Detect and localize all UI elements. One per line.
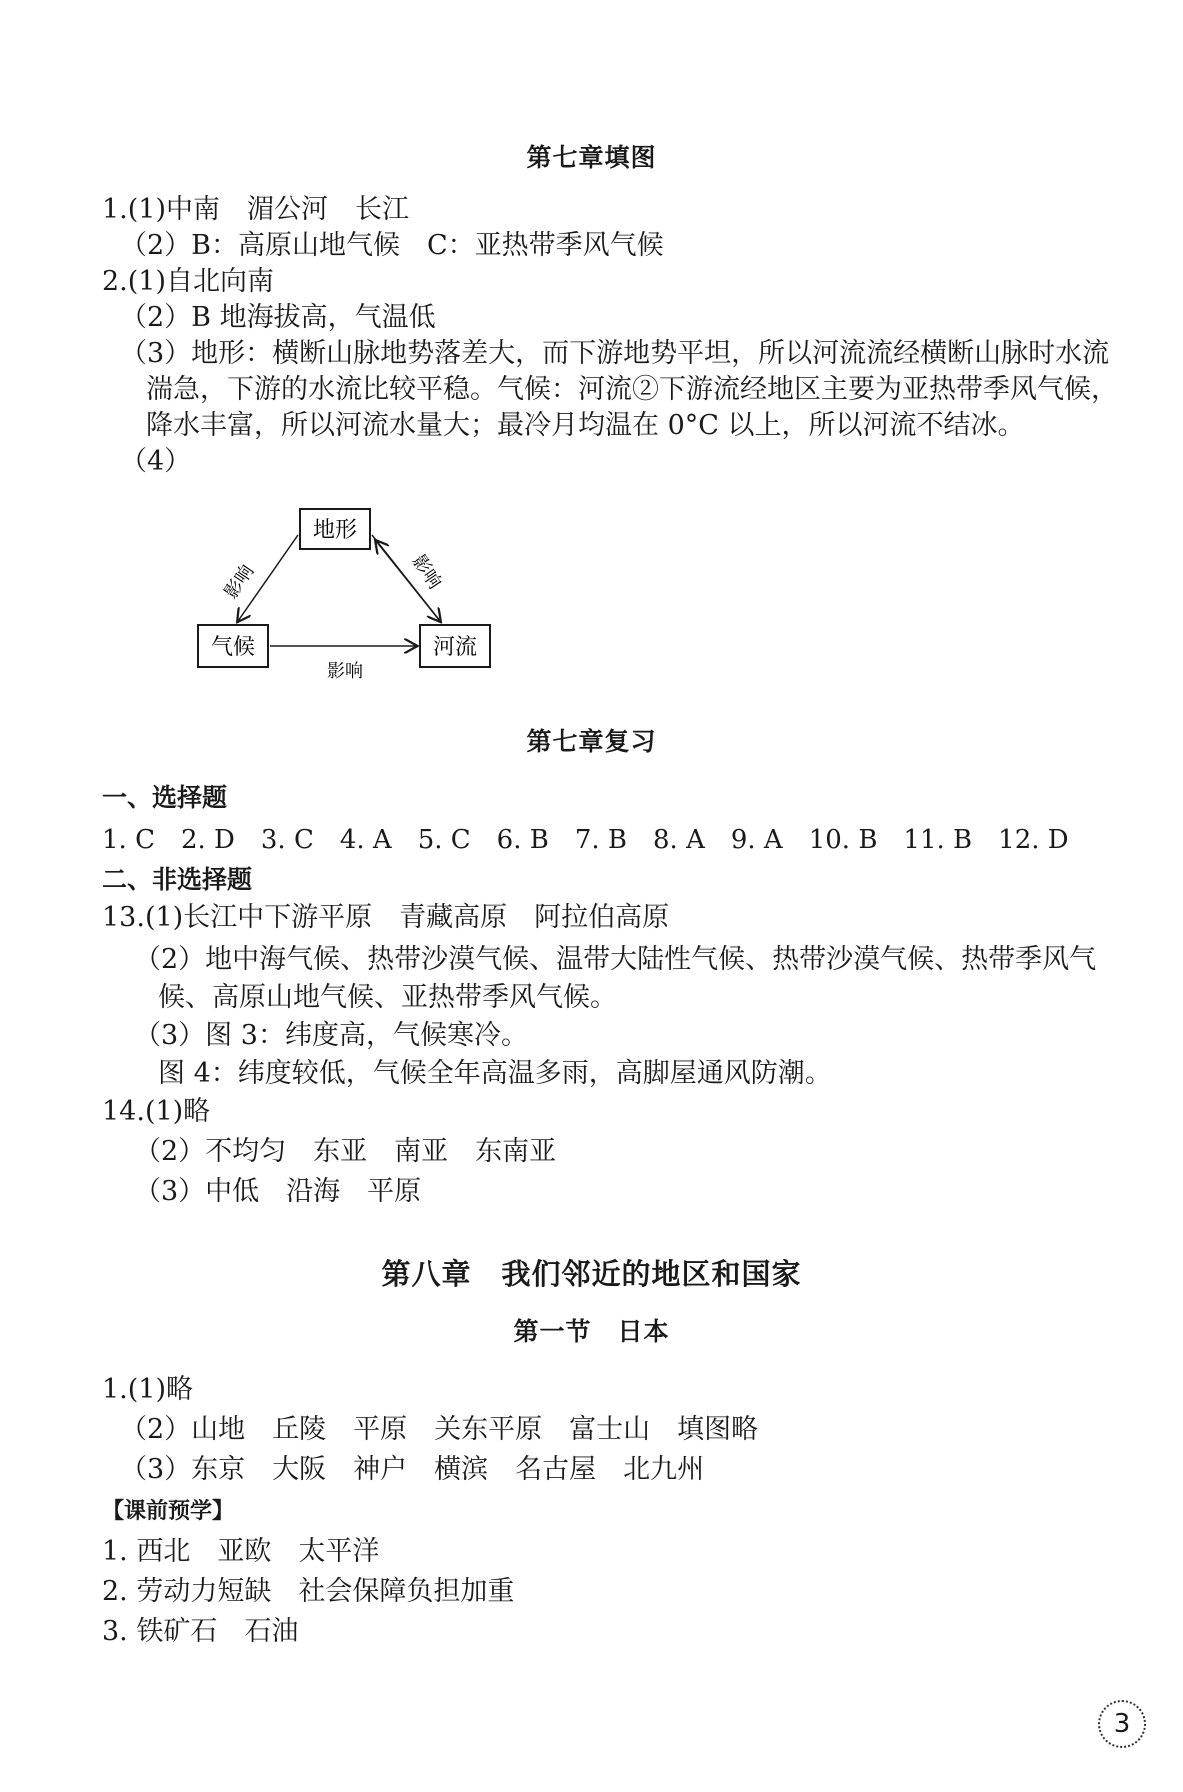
answer-line: （4） bbox=[120, 446, 192, 477]
part-heading-choice: 一、选择题 bbox=[102, 783, 228, 812]
answer-line: 图 4：纬度较低，气候全年高温多雨，高脚屋通风防潮。 bbox=[158, 1058, 832, 1089]
river-label: 河流 bbox=[432, 635, 478, 660]
choice-answers: 1. C 2. D 3. C 4. A 5. C 6. B 7. B 8. A 9. A 10. B 11. B 12. D bbox=[102, 825, 1069, 855]
terrain-label: 地形 bbox=[312, 518, 358, 543]
answer-line: 2. 劳动力短缺 社会保障负担加重 bbox=[102, 1576, 515, 1607]
answer-line: 湍急，下游的水流比较平稳。气候：河流②下游流经地区主要为亚热带季风气候， bbox=[146, 374, 1118, 405]
answer-line: （2）B：高原山地气候 C：亚热带季风气候 bbox=[120, 230, 664, 261]
page-number: 3 bbox=[1098, 1700, 1146, 1748]
answer-line: （3）图 3：纬度高，气候寒冷。 bbox=[134, 1020, 528, 1051]
answer-line: （3）东京 大阪 神户 横滨 名古屋 北九州 bbox=[120, 1454, 705, 1485]
answer-line: （2）地中海气候、热带沙漠气候、温带大陆性气候、热带沙漠气候、热带季风气 bbox=[134, 944, 1097, 975]
section-title-ch7-map: 第七章填图 bbox=[526, 143, 657, 172]
answer-line: （3）地形：横断山脉地势落差大，而下游地势平坦，所以河流流经横断山脉时水流 bbox=[120, 338, 1110, 369]
influence-label-bottom: 影响 bbox=[327, 661, 363, 682]
answer-line: （2）不均匀 东亚 南亚 东南亚 bbox=[134, 1136, 557, 1167]
answer-line: 降水丰富，所以河流水量大；最冷月均温在 0°C 以上，所以河流不结冰。 bbox=[146, 410, 1025, 441]
answer-line: 1.(1)中南 湄公河 长江 bbox=[102, 194, 410, 225]
answer-line: 1. 西北 亚欧 太平洋 bbox=[102, 1536, 380, 1567]
part-heading-nonchoice: 二、非选择题 bbox=[102, 865, 253, 894]
section-title-japan: 第一节 日本 bbox=[513, 1317, 670, 1346]
answer-line: 14.(1)略 bbox=[102, 1096, 211, 1127]
relationship-diagram bbox=[190, 505, 530, 685]
influence-label-left: 影响 bbox=[220, 561, 259, 603]
answer-line: （2）B 地海拔高，气温低 bbox=[120, 302, 436, 333]
pre-study-heading: 【课前预学】 bbox=[102, 1499, 235, 1524]
section-title-ch7-review: 第七章复习 bbox=[526, 727, 657, 756]
influence-label-right: 影响 bbox=[407, 551, 446, 593]
answer-line: 候、高原山地气候、亚热带季风气候。 bbox=[158, 982, 617, 1013]
answer-line: （3）中低 沿海 平原 bbox=[134, 1176, 422, 1207]
answer-line: 2.(1)自北向南 bbox=[102, 266, 275, 297]
answer-line: 1.(1)略 bbox=[102, 1374, 194, 1405]
chapter-title-ch8: 第八章 我们邻近的地区和国家 bbox=[381, 1257, 802, 1291]
climate-label: 气候 bbox=[210, 635, 256, 660]
answer-line: （2）山地 丘陵 平原 关东平原 富士山 填图略 bbox=[120, 1414, 759, 1445]
answer-line: 3. 铁矿石 石油 bbox=[102, 1616, 299, 1647]
answer-line: 13.(1)长江中下游平原 青藏高原 阿拉伯高原 bbox=[102, 902, 670, 933]
